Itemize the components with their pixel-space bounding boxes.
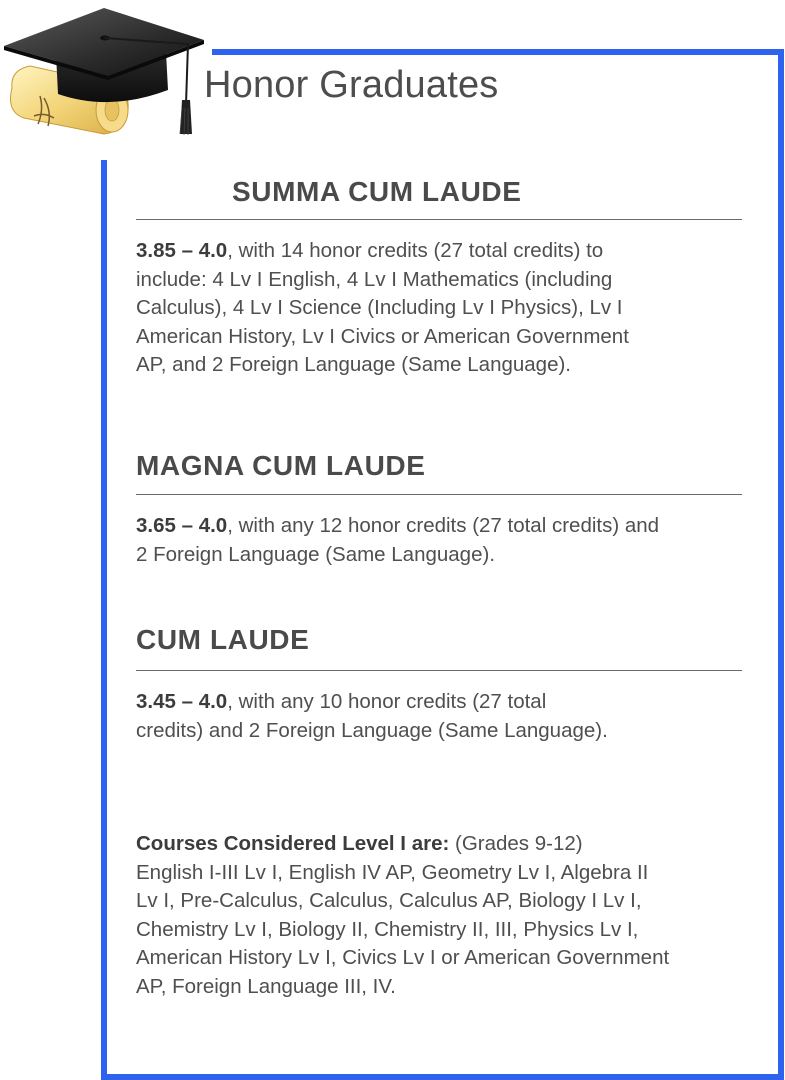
magna-gpa: 3.65 – 4.0 xyxy=(136,514,228,537)
page-title: Honor Graduates xyxy=(204,64,499,106)
graduation-cap-icon xyxy=(0,0,212,160)
cum-laude-gpa: 3.45 – 4.0 xyxy=(136,690,228,713)
magna-divider xyxy=(136,494,742,495)
courses-grades: (Grades 9-12) xyxy=(449,832,583,855)
summa-divider xyxy=(136,219,742,220)
level-one-courses: Courses Considered Level I are: (Grades 9-12) English I-III Lv I, English IV AP, Geometry Lv I, Algebra II Lv I, Pre-Calculus, Calculus, Calculus AP, Biology I Lv I, Chemistry Lv I, Biology II, Chemistry II, III, Physics Lv I, American History Lv I, Civics Lv I or American Government AP, Foreign Language III, IV. xyxy=(136,832,670,998)
magna-heading: MAGNA CUM LAUDE xyxy=(136,450,426,481)
summa-heading: SUMMA CUM LAUDE xyxy=(232,176,522,207)
summa-gpa: 3.85 – 4.0 xyxy=(136,239,228,262)
magna-requirements: 3.65 – 4.0, with any 12 honor credits (27 total credits) and 2 Foreign Language (Same Language). xyxy=(136,514,660,566)
cum-laude-requirements: 3.45 – 4.0, with any 10 honor credits (27 total credits) and 2 Foreign Language (Same Language). xyxy=(136,690,608,742)
cum-laude-divider xyxy=(136,670,742,671)
cum-laude-heading: CUM LAUDE xyxy=(136,624,310,655)
summa-requirements: 3.85 – 4.0, with 14 honor credits (27 total credits) to include: 4 Lv I English, 4 Lv I Mathematics (including Calculus), 4 Lv I Science (Including Lv I Physics), Lv I American History, Lv I Civics or American Government AP, and 2 Foreign Language (Same Language). xyxy=(136,239,629,376)
courses-label: Courses Considered Level I are: xyxy=(136,832,450,855)
